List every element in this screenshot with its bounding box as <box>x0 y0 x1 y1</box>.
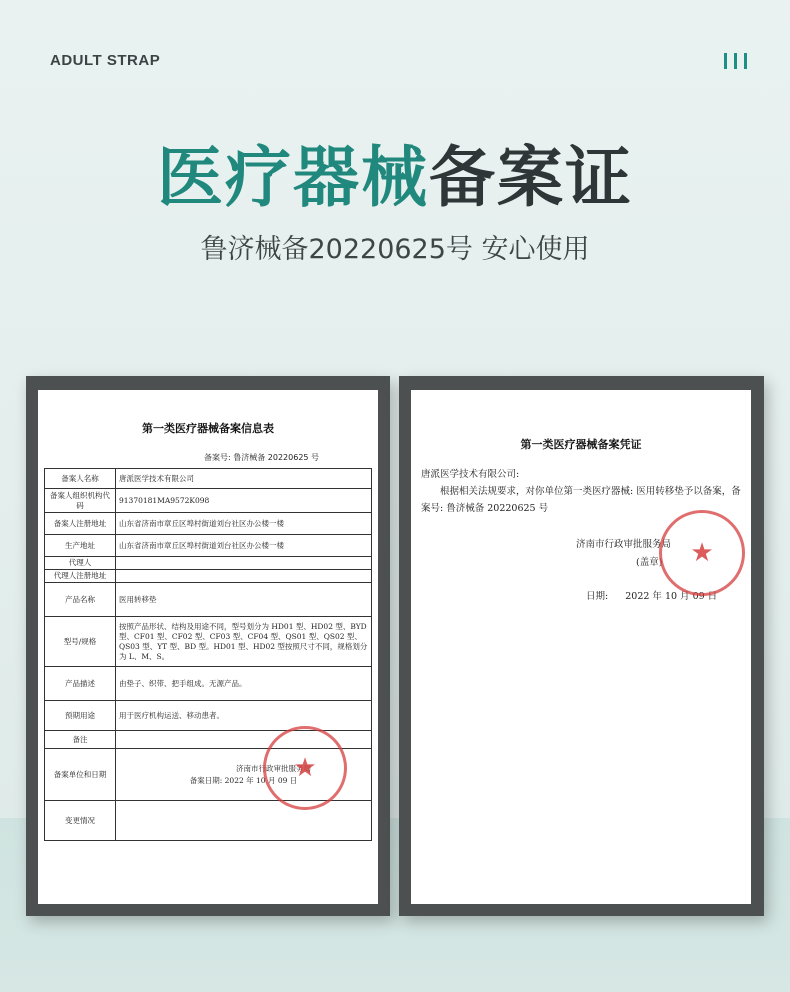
certificate-date-label: 日期: <box>586 591 609 602</box>
table-label: 预期用途 <box>45 701 116 731</box>
left-registration-number: 备案号: 鲁济械备 20220625 号 <box>204 453 320 462</box>
table-label: 代理人注册地址 <box>45 570 116 583</box>
certificate-body: 根据相关法规要求，对你单位第一类医疗器械: 医用转移垫予以备案，备案号: 鲁济械备 20220625 号 <box>421 486 741 514</box>
brand-label: ADULT STRAP <box>50 52 161 69</box>
left-document-frame <box>26 376 390 916</box>
table-value <box>116 570 372 583</box>
seal-star-icon: ★ <box>293 753 317 783</box>
table-label: 备案人组织机构代码 <box>45 489 116 513</box>
right-document-paper <box>411 390 751 904</box>
table-row <box>45 583 372 617</box>
table-value: 按照产品形状、结构及用途不同，型号划分为 HD01 型、HD02 型、BYD 型、CF01 型、CF02 型、CF03 型、CF04 型、QS01 型、QS02 型、QS03 型、YT 型、BD 型。HD01 型、HD02 型按照尺寸不同，规格划分为 L、M、S。 <box>116 617 372 667</box>
table-row <box>45 489 372 513</box>
right-document-title: 第一类医疗器械备案凭证 <box>520 438 642 451</box>
table-row <box>45 535 372 557</box>
table-value: 山东省济南市章丘区埠村街道刘台社区办公楼一楼 <box>116 513 372 535</box>
table-value <box>116 557 372 570</box>
table-value <box>116 801 372 841</box>
record-date-label: 备案日期: <box>189 775 223 785</box>
table-row <box>45 513 372 535</box>
table-value: 山东省济南市章丘区埠村街道刘台社区办公楼一楼 <box>116 535 372 557</box>
left-document-title: 第一类医疗器械备案信息表 <box>142 422 274 435</box>
table-label: 备案人注册地址 <box>45 513 116 535</box>
table-label: 代理人 <box>45 557 116 570</box>
certificate-addressee: 唐派医学技术有限公司: <box>421 469 520 480</box>
menu-bars-icon[interactable] <box>724 53 748 69</box>
table-value: 由垫子、织带、把手组成。无源产品。 <box>116 667 372 701</box>
table-label: 产品名称 <box>45 583 116 617</box>
certificate-seal-note: (盖章) <box>636 557 663 568</box>
table-row <box>45 557 372 570</box>
certificate-date-value: 2022 年 10 月 09 日 <box>625 591 718 602</box>
record-date-value: 2022 年 10 月 09 日 <box>224 775 298 785</box>
page-subtitle: 鲁济械备20220625号 安心使用 <box>200 234 590 265</box>
official-seal-stamp <box>263 726 347 810</box>
left-document-paper <box>38 390 378 904</box>
page-title <box>0 138 790 218</box>
table-label: 备注 <box>45 731 116 749</box>
table-row <box>45 617 372 667</box>
table-row <box>45 469 372 489</box>
certificate-issuer: 济南市行政审批服务局 <box>576 539 672 550</box>
table-value: 唐派医学技术有限公司 <box>116 469 372 489</box>
table-row <box>45 667 372 701</box>
table-value: 用于医疗机构运送、移动患者。 <box>116 701 372 731</box>
table-row <box>45 801 372 841</box>
table-label: 生产地址 <box>45 535 116 557</box>
record-unit-name: 济南市行政审批服务局 <box>236 763 311 773</box>
table-label: 备案人名称 <box>45 469 116 489</box>
table-row <box>45 570 372 583</box>
table-label: 变更情况 <box>45 801 116 841</box>
table-label: 型号/规格 <box>45 617 116 667</box>
title-green-part: 医疗器械 <box>157 139 429 216</box>
seal-star-icon: ★ <box>690 538 714 568</box>
table-label: 产品描述 <box>45 667 116 701</box>
table-label: 备案单位和日期 <box>45 749 116 801</box>
title-dark-part: 备案证 <box>429 139 633 216</box>
right-document-frame <box>399 376 764 916</box>
table-row <box>45 701 372 731</box>
certificate-seal-stamp <box>659 510 745 596</box>
table-value: 91370181MA9572K098 <box>116 489 372 513</box>
table-value: 医用转移垫 <box>116 583 372 617</box>
